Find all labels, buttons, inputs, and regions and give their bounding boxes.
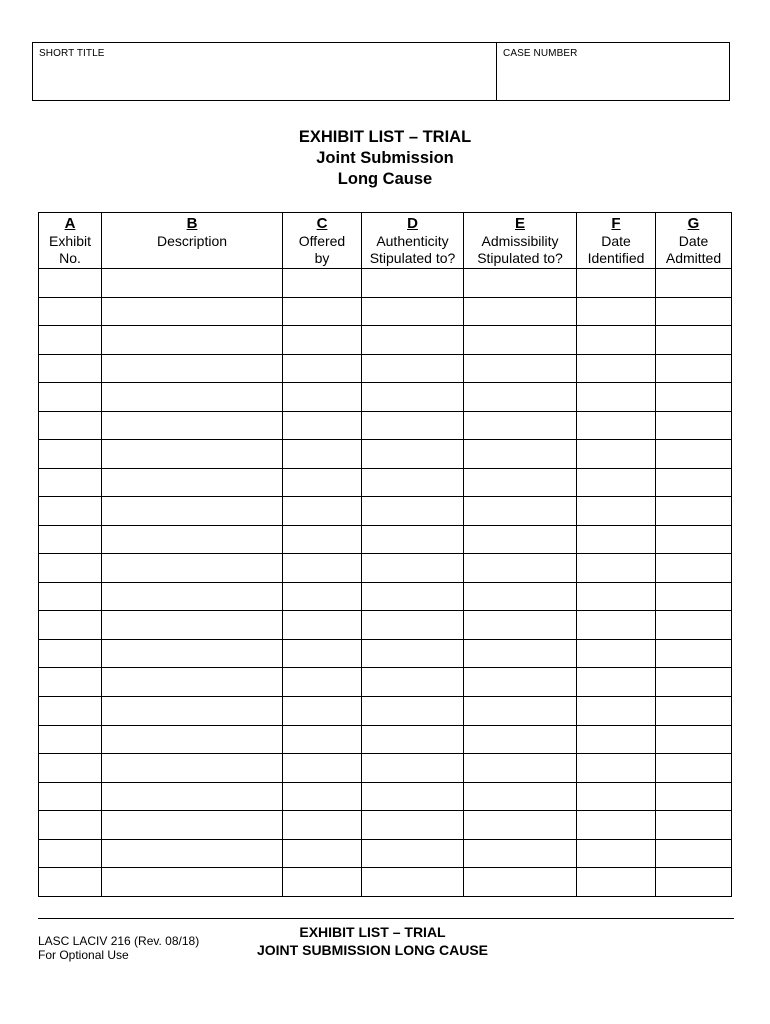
footer-divider [38,918,734,919]
table-cell[interactable] [577,696,656,725]
table-cell[interactable] [577,839,656,868]
table-cell[interactable] [656,497,732,526]
table-cell[interactable] [362,582,464,611]
table-cell[interactable] [39,554,102,583]
column-header-offered-by [283,213,362,269]
column-header-description [102,213,283,269]
table-cell[interactable] [102,354,283,383]
table-row [39,725,732,754]
table-cell[interactable] [656,782,732,811]
table-row [39,354,732,383]
table-cell[interactable] [39,468,102,497]
table-cell[interactable] [362,754,464,783]
table-cell[interactable] [102,411,283,440]
column-letter: F [611,215,621,232]
table-cell[interactable] [656,326,732,355]
table-row [39,525,732,554]
table-cell[interactable] [577,554,656,583]
table-cell[interactable] [283,782,362,811]
table-cell[interactable] [39,582,102,611]
table-cell[interactable] [577,582,656,611]
table-cell[interactable] [656,297,732,326]
footer-form-info [38,934,199,962]
table-cell[interactable] [577,868,656,897]
table-row [39,297,732,326]
table-cell[interactable] [577,269,656,298]
table-cell[interactable] [656,525,732,554]
table-cell[interactable] [283,582,362,611]
table-cell[interactable] [39,326,102,355]
table-cell[interactable] [39,440,102,469]
table-cell[interactable] [362,668,464,697]
table-cell[interactable] [39,725,102,754]
table-cell[interactable] [362,468,464,497]
table-cell[interactable] [362,696,464,725]
table-row [39,440,732,469]
table-cell[interactable] [39,668,102,697]
table-cell[interactable] [577,782,656,811]
table-cell[interactable] [39,354,102,383]
table-cell[interactable] [39,297,102,326]
table-cell[interactable] [283,440,362,469]
column-label: Date Identified [587,233,645,266]
column-label: Exhibit No. [48,233,92,266]
exhibit-rows [39,269,732,897]
table-cell[interactable] [102,839,283,868]
table-cell[interactable] [464,639,577,668]
table-cell[interactable] [283,269,362,298]
table-cell[interactable] [283,668,362,697]
table-cell[interactable] [464,297,577,326]
table-cell[interactable] [577,354,656,383]
footer-title-line-1: EXHIBIT LIST – TRIAL [299,924,446,940]
table-cell[interactable] [102,497,283,526]
table-cell[interactable] [362,411,464,440]
table-cell[interactable] [362,639,464,668]
table-cell[interactable] [283,383,362,412]
table-cell[interactable] [362,269,464,298]
table-cell[interactable] [102,611,283,640]
table-cell[interactable] [464,497,577,526]
table-cell[interactable] [102,868,283,897]
table-cell[interactable] [577,297,656,326]
table-row [39,326,732,355]
table-cell[interactable] [577,468,656,497]
table-cell[interactable] [656,725,732,754]
table-cell[interactable] [656,639,732,668]
column-label: Offered by [298,233,346,266]
column-letter: D [407,215,418,232]
exhibit-table [38,212,732,897]
table-cell[interactable] [39,497,102,526]
table-cell[interactable] [464,525,577,554]
table-cell[interactable] [283,525,362,554]
table-cell[interactable] [464,411,577,440]
table-cell[interactable] [102,269,283,298]
title-line-2: Joint Submission [316,149,454,167]
table-cell[interactable] [656,811,732,840]
title-line-1: EXHIBIT LIST – TRIAL [298,128,472,146]
footer-title [210,923,535,959]
column-letter: B [186,215,198,232]
table-row [39,639,732,668]
table-cell[interactable] [283,811,362,840]
table-cell[interactable] [577,440,656,469]
table-cell[interactable] [283,839,362,868]
column-label: Admissibility Stipulated to? [477,233,563,266]
table-cell[interactable] [464,326,577,355]
table-cell[interactable] [102,782,283,811]
table-cell[interactable] [656,468,732,497]
table-cell[interactable] [102,639,283,668]
table-cell[interactable] [656,354,732,383]
column-header-date-admitted [656,213,732,269]
table-cell[interactable] [102,754,283,783]
table-cell[interactable] [362,525,464,554]
table-cell[interactable] [39,782,102,811]
form-title [0,127,770,190]
table-cell[interactable] [577,383,656,412]
table-cell[interactable] [464,868,577,897]
table-cell[interactable] [362,354,464,383]
table-cell[interactable] [283,497,362,526]
table-cell[interactable] [39,839,102,868]
table-cell[interactable] [464,782,577,811]
table-cell[interactable] [656,668,732,697]
table-cell[interactable] [102,297,283,326]
table-cell[interactable] [102,554,283,583]
column-label: Authenticity Stipulated to? [369,233,456,266]
table-cell[interactable] [464,269,577,298]
table-row [39,269,732,298]
table-cell[interactable] [283,754,362,783]
table-cell[interactable] [464,440,577,469]
table-cell[interactable] [39,754,102,783]
table-cell[interactable] [656,611,732,640]
column-header-row [39,213,732,269]
table-cell[interactable] [464,554,577,583]
table-cell[interactable] [283,611,362,640]
column-header-exhibit-no [39,213,102,269]
table-cell[interactable] [362,811,464,840]
table-row [39,811,732,840]
table-cell[interactable] [577,411,656,440]
table-row [39,839,732,868]
table-cell[interactable] [283,639,362,668]
table-cell[interactable] [362,326,464,355]
table-cell[interactable] [39,811,102,840]
column-label: Description [156,233,228,249]
table-cell[interactable] [656,383,732,412]
table-cell[interactable] [102,725,283,754]
table-cell[interactable] [577,725,656,754]
table-cell[interactable] [102,440,283,469]
table-cell[interactable] [362,554,464,583]
table-row [39,782,732,811]
table-cell[interactable] [656,269,732,298]
table-cell[interactable] [577,754,656,783]
table-cell[interactable] [102,582,283,611]
table-cell[interactable] [102,525,283,554]
column-letter: A [64,215,76,232]
table-cell[interactable] [362,782,464,811]
column-letter: G [687,215,700,232]
case-number-label: CASE NUMBER [503,48,578,59]
table-row [39,582,732,611]
table-cell[interactable] [464,811,577,840]
table-cell[interactable] [656,411,732,440]
table-cell[interactable] [464,611,577,640]
table-cell[interactable] [283,468,362,497]
table-row [39,696,732,725]
table-cell[interactable] [464,383,577,412]
table-cell[interactable] [39,269,102,298]
table-row [39,468,732,497]
table-cell[interactable] [656,839,732,868]
table-cell[interactable] [283,868,362,897]
table-row [39,754,732,783]
table-row [39,411,732,440]
table-cell[interactable] [362,839,464,868]
table-cell[interactable] [577,639,656,668]
table-cell[interactable] [464,468,577,497]
table-cell[interactable] [283,354,362,383]
table-row [39,554,732,583]
table-cell[interactable] [464,725,577,754]
table-cell[interactable] [283,696,362,725]
table-cell[interactable] [464,839,577,868]
table-cell[interactable] [362,725,464,754]
table-cell[interactable] [577,611,656,640]
column-header-admissibility [464,213,577,269]
table-row [39,668,732,697]
table-cell[interactable] [362,611,464,640]
table-row [39,383,732,412]
table-cell[interactable] [102,668,283,697]
table-cell[interactable] [577,497,656,526]
table-cell[interactable] [464,354,577,383]
usage-note: For Optional Use [38,948,129,962]
table-cell[interactable] [656,440,732,469]
table-cell[interactable] [464,668,577,697]
table-cell[interactable] [39,383,102,412]
footer-title-line-2: JOINT SUBMISSION LONG CAUSE [256,942,489,958]
table-cell[interactable] [656,582,732,611]
form-id: LASC LACIV 216 (Rev. 08/18) [38,934,200,948]
table-cell[interactable] [464,582,577,611]
table-cell[interactable] [577,811,656,840]
table-row [39,497,732,526]
table-cell[interactable] [283,326,362,355]
table-cell[interactable] [39,411,102,440]
column-letter: C [316,215,328,232]
table-cell[interactable] [656,696,732,725]
table-cell[interactable] [39,696,102,725]
table-cell[interactable] [362,383,464,412]
table-cell[interactable] [362,440,464,469]
table-cell[interactable] [283,554,362,583]
table-cell[interactable] [656,868,732,897]
table-row [39,868,732,897]
caption-header [32,42,730,101]
table-cell[interactable] [39,611,102,640]
title-line-3: Long Cause [337,170,433,188]
table-cell[interactable] [362,497,464,526]
table-cell[interactable] [102,468,283,497]
table-cell[interactable] [102,811,283,840]
table-cell[interactable] [464,754,577,783]
table-cell[interactable] [362,297,464,326]
column-header-authenticity [362,213,464,269]
table-row [39,611,732,640]
table-cell[interactable] [39,525,102,554]
short-title-label: SHORT TITLE [39,48,105,59]
table-cell[interactable] [283,725,362,754]
table-cell[interactable] [102,326,283,355]
table-cell[interactable] [283,411,362,440]
column-letter: E [514,215,525,232]
table-cell[interactable] [39,639,102,668]
table-cell[interactable] [362,868,464,897]
table-cell[interactable] [39,868,102,897]
table-cell[interactable] [577,326,656,355]
table-cell[interactable] [656,554,732,583]
table-cell[interactable] [102,696,283,725]
column-header-date-identified [577,213,656,269]
table-cell[interactable] [283,297,362,326]
column-label: Date Admitted [665,233,722,266]
case-number-field[interactable] [497,43,729,100]
table-cell[interactable] [464,696,577,725]
table-cell[interactable] [577,525,656,554]
table-cell[interactable] [656,754,732,783]
table-cell[interactable] [577,668,656,697]
table-cell[interactable] [102,383,283,412]
short-title-field[interactable] [33,43,497,100]
